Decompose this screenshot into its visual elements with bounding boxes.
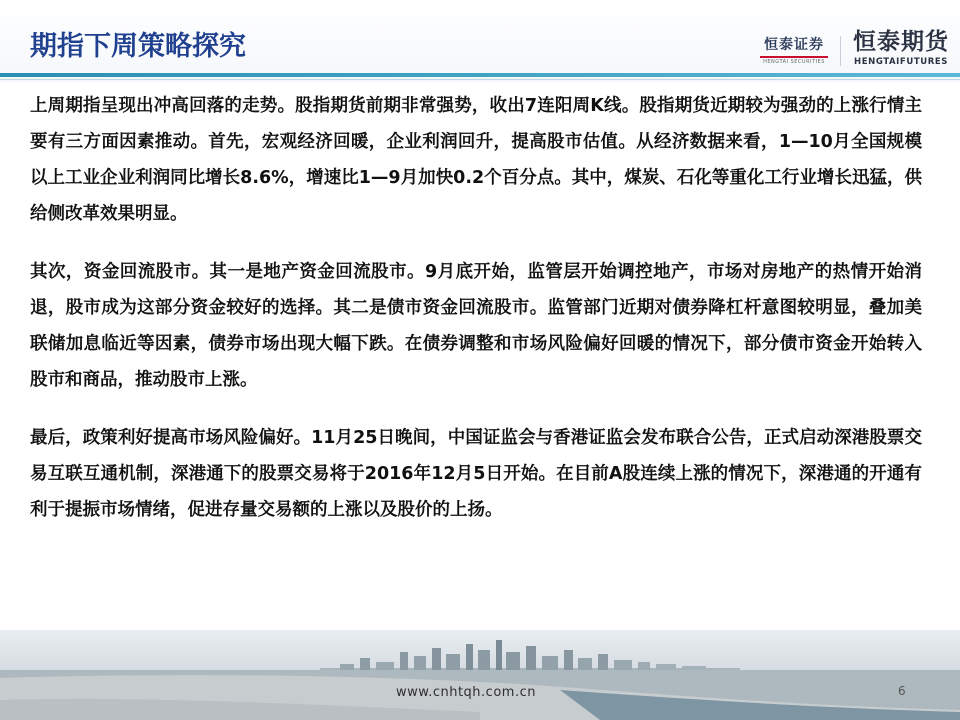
securities-logo-en: HENGTAI SECURITIES [763,59,825,65]
futures-logo-en: HENGTAIFUTURES [853,57,949,67]
logo-divider [840,36,841,66]
footer-website-url: www.cnhtqh.com.cn [396,685,536,700]
hengtai-securities-logo [752,36,836,68]
slide-body [30,88,922,550]
header-thin-line [0,79,960,80]
securities-logo-cn: 恒泰证券 [764,37,824,53]
paragraph-3: 最后，政策利好提高市场风险偏好。11月25日晚间，中国证监会与香港证监会发布联合公告，正式启动深港股票交易互联互通机制，深港通下的股票交易将于2016年12月5日开始。在目前A股连续上涨的情况下，深港通的开通有利于提振市场情绪，促进存量交易额的上涨以及股价的上扬。 [30,428,922,520]
header-accent-line [0,73,960,77]
slide-title: 期指下周策略探究 [30,31,246,62]
hengtai-futures-logo [846,28,956,72]
futures-logo-cn: 恒泰期货 [853,29,949,55]
page-number: 6 [898,684,906,698]
slide-header [0,0,960,82]
paragraph-1: 上周期指呈现出冲高回落的走势。股指期货前期非常强势，收出7连阳周K线。股指期货近期较为强劲的上涨行情主要有三方面因素推动。首先，宏观经济回暖，企业利润回升，提高股市估值。从经济数据来看，1—10月全国规模以上工业企业利润同比增长8.6%，增速比1—9月加快0.2个百分点。其中，煤炭、石化等重化工行业增长迅猛，供给侧改革效果明显。 [30,96,922,224]
paragraph-2: 其次，资金回流股市。其一是地产资金回流股市。9月底开始，监管层开始调控地产，市场对房地产的热情开始消退，股市成为这部分资金较好的选择。其二是债市资金回流股市。监管部门近期对债券降杠杆意图较明显，叠加美联储加息临近等因素，债券市场出现大幅下跌。在债券调整和市场风险偏好回暖的情况下，部分债市资金开始转入股市和商品，推动股市上涨。 [30,262,922,390]
